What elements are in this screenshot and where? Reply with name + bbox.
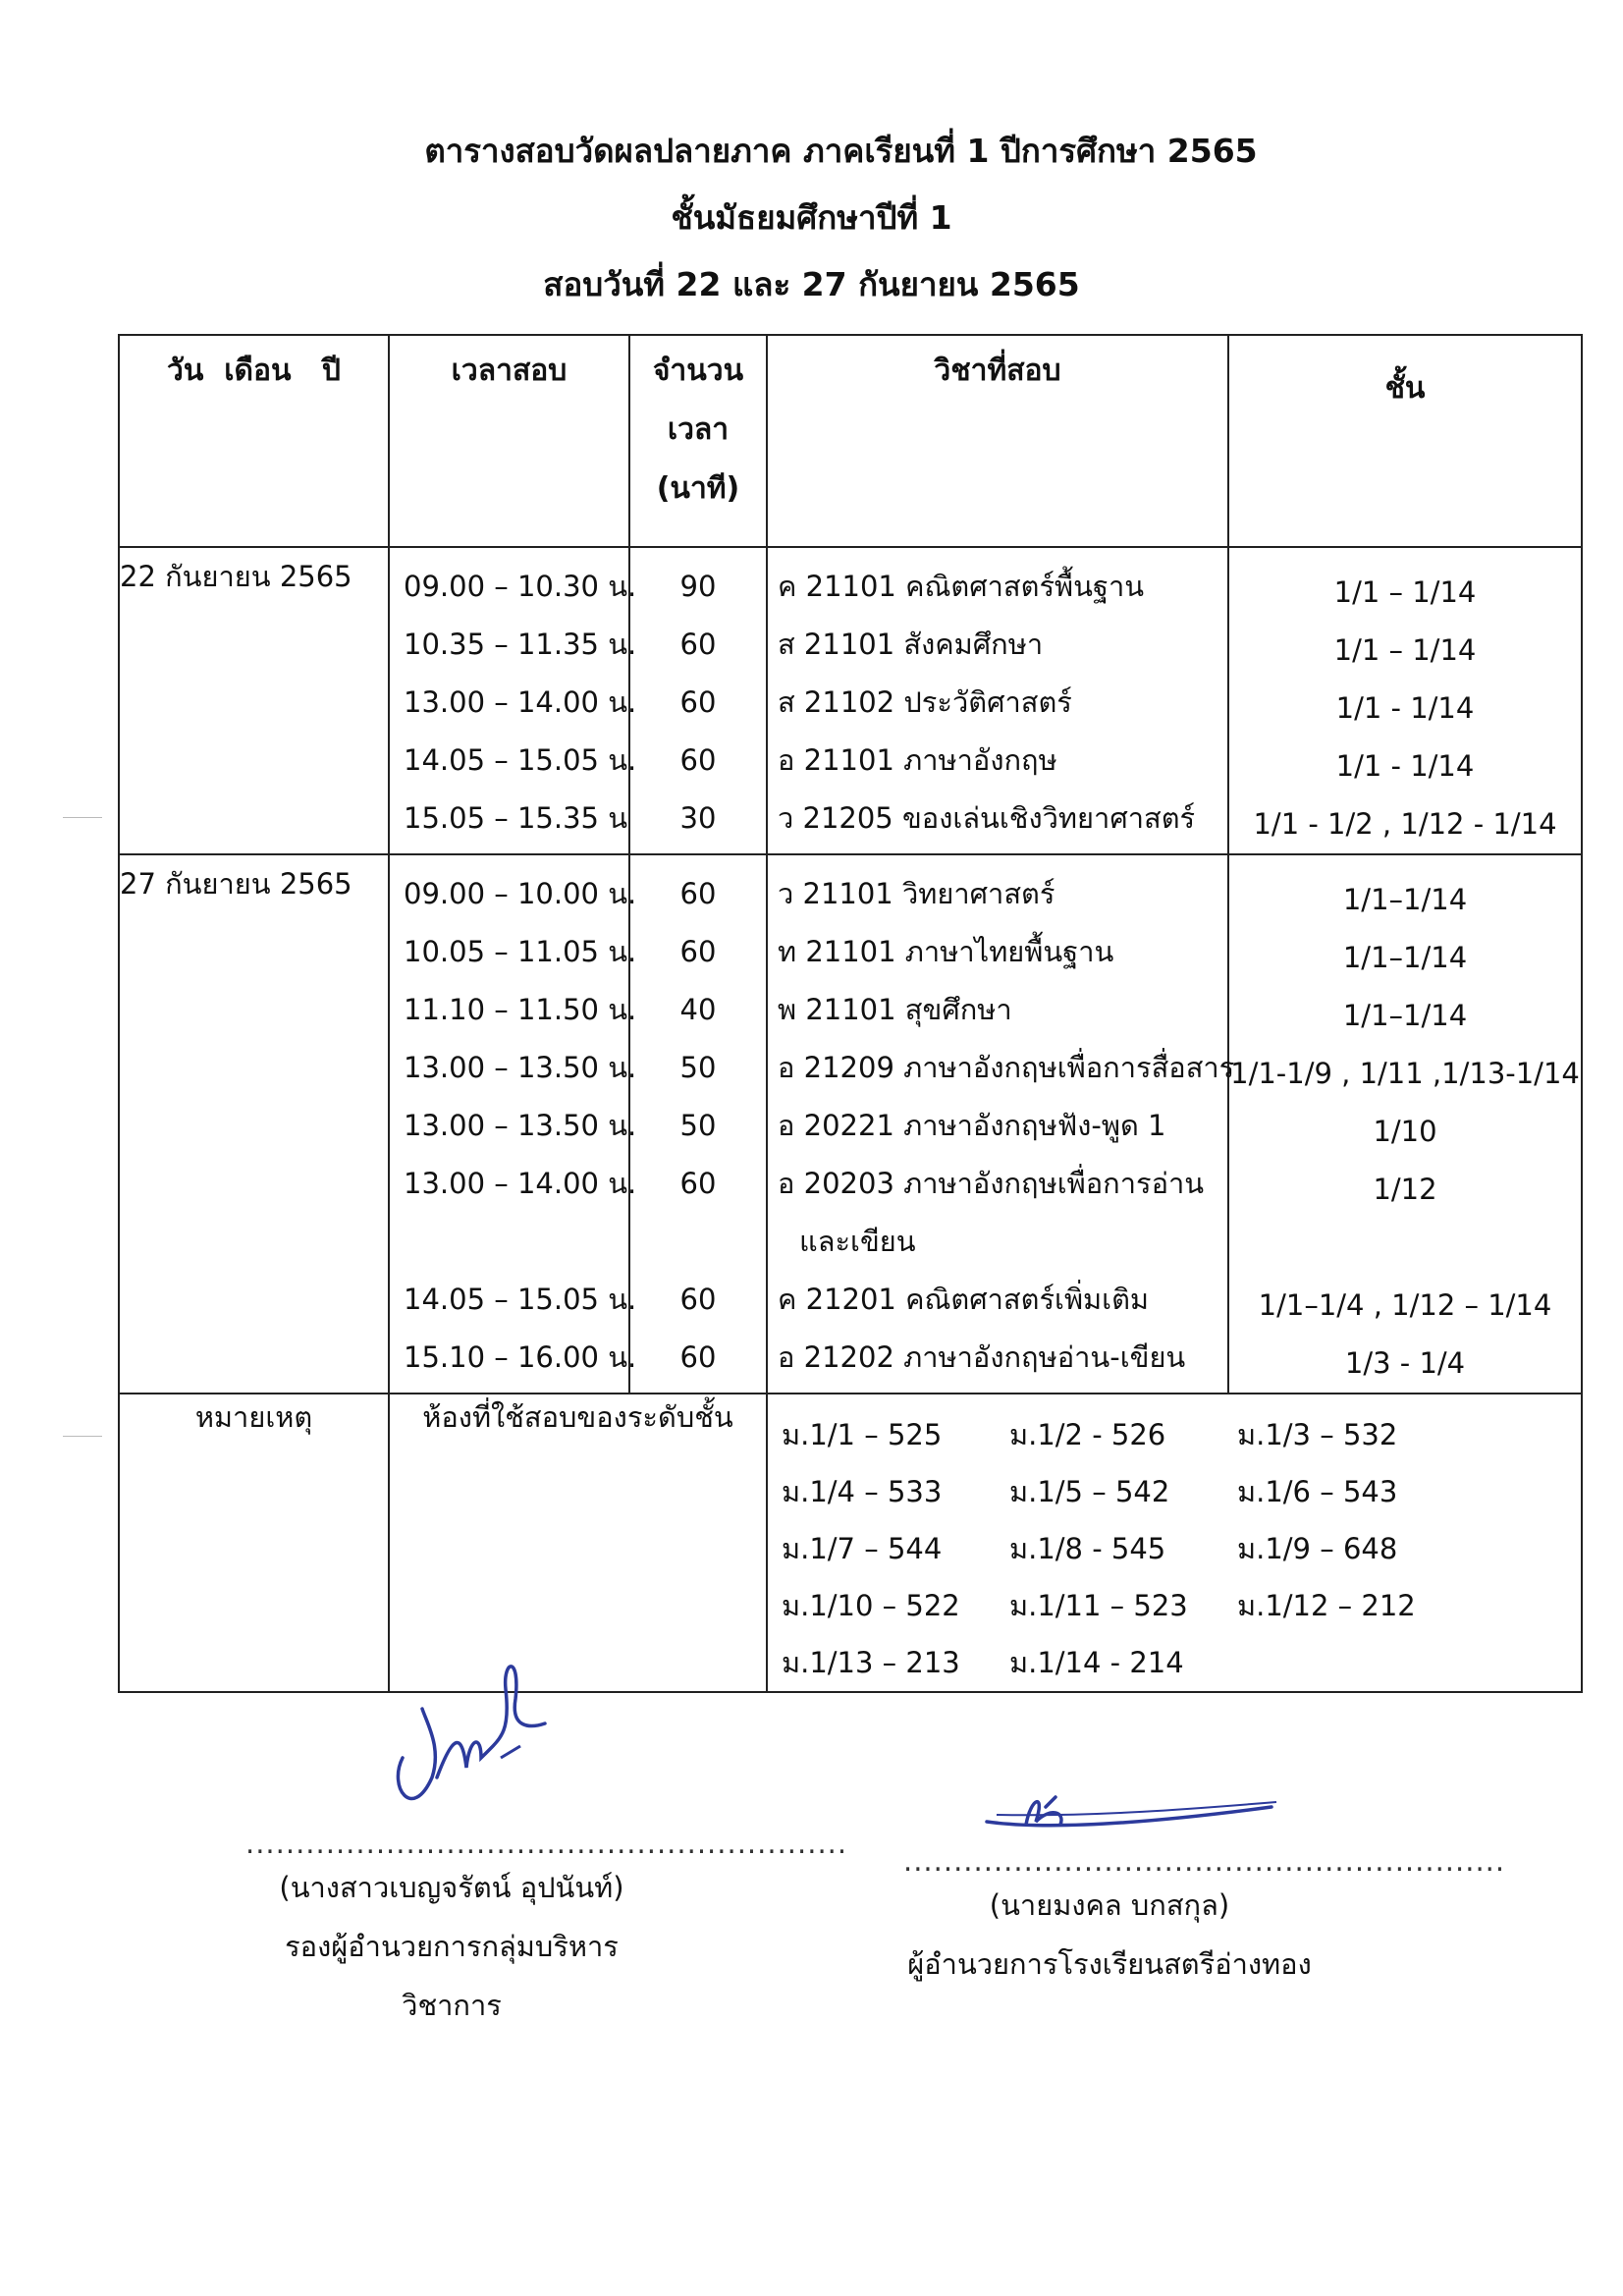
room-list xyxy=(768,1394,1581,1691)
exam-time: 13.00 – 14.00 น. xyxy=(404,685,637,719)
room-item: ม.1/11 – 523 xyxy=(1009,1589,1188,1622)
signature-image-right xyxy=(977,1777,1291,1846)
room-item: ม.1/2 - 526 xyxy=(1009,1418,1166,1451)
col-header-grade: ชั้น xyxy=(1228,335,1582,547)
room-row xyxy=(782,1634,1581,1691)
exam-subject: อ 21101 ภาษาอังกฤษ xyxy=(778,743,1057,777)
col-header-date: วัน เดือน ปี xyxy=(119,335,389,547)
document-header xyxy=(0,118,1623,318)
exam-subject: ท 21101 ภาษาไทยพื้นฐาน xyxy=(778,935,1114,968)
signature-block-left xyxy=(245,1827,848,2035)
room-row xyxy=(782,1520,1581,1577)
exam-time: 09.00 – 10.30 น. xyxy=(404,570,637,603)
exam-duration: 60 xyxy=(679,628,717,661)
signature-block-right xyxy=(903,1844,1506,1994)
room-item: ม.1/3 – 532 xyxy=(1237,1418,1398,1451)
day-row-1 xyxy=(119,547,1582,854)
room-item: ม.1/14 - 214 xyxy=(1009,1646,1184,1679)
room-item: ม.1/1 – 525 xyxy=(782,1418,943,1451)
exam-grade: 1/1-1/9 , 1/11 ,1/13-1/14 xyxy=(1230,1057,1580,1090)
exam-time: 10.05 – 11.05 น. xyxy=(404,935,637,968)
grade-cell xyxy=(1228,547,1582,854)
exam-grade: 1/1 - 1/2 , 1/12 - 1/14 xyxy=(1253,807,1557,841)
exam-time: 14.05 – 15.05 น. xyxy=(404,1283,637,1316)
exam-subject: ว 21205 ของเล่นเชิงวิทยาศาสตร์ xyxy=(778,801,1196,835)
room-row xyxy=(782,1406,1581,1463)
signature-line: ............................................................ xyxy=(903,1844,1506,1878)
room-item: ม.1/10 – 522 xyxy=(782,1589,960,1622)
exam-subject: ส 21101 สังคมศึกษา xyxy=(778,628,1044,661)
room-item: ม.1/7 – 544 xyxy=(782,1532,943,1565)
exam-subject: ส 21102 ประวัติศาสตร์ xyxy=(778,685,1072,719)
col-header-time: เวลาสอบ xyxy=(389,335,629,547)
exam-time: 15.10 – 16.00 น. xyxy=(404,1340,637,1374)
room-item: ม.1/5 – 542 xyxy=(1009,1475,1170,1508)
duration-cell xyxy=(629,854,767,1394)
duration-cell xyxy=(629,547,767,854)
exam-time: 13.00 – 13.50 น. xyxy=(404,1051,637,1084)
exam-duration: 60 xyxy=(679,1283,717,1316)
signer-name: (นายมงคล บกสกุล) xyxy=(989,1888,1230,1922)
punch-mark xyxy=(63,817,102,818)
exam-duration: 30 xyxy=(679,801,717,835)
exam-grade: 1/1–1/14 xyxy=(1342,999,1468,1032)
exam-time: 14.05 – 15.05 น. xyxy=(404,743,637,777)
subject-cell xyxy=(767,547,1228,854)
exam-grade: 1/3 - 1/4 xyxy=(1344,1346,1466,1380)
day-row-2 xyxy=(119,854,1582,1394)
exam-duration: 60 xyxy=(679,685,717,719)
time-cell xyxy=(389,547,637,854)
col-header-subject: วิชาที่สอบ xyxy=(767,335,1228,547)
exam-grade: 1/1–1/4 , 1/12 – 1/14 xyxy=(1258,1288,1552,1322)
exam-duration: 60 xyxy=(679,877,717,910)
room-row xyxy=(782,1463,1581,1520)
exam-subject: ว 21101 วิทยาศาสตร์ xyxy=(778,877,1055,910)
exam-grade: 1/12 xyxy=(1373,1173,1437,1206)
exam-subject: อ 21202 ภาษาอังกฤษอ่าน-เขียน xyxy=(778,1340,1186,1374)
grade-cell xyxy=(1228,854,1582,1394)
exam-duration: 60 xyxy=(679,1340,717,1374)
rooms-cell xyxy=(767,1394,1582,1692)
exam-time: 09.00 – 10.00 น. xyxy=(404,877,637,910)
signer-position: ผู้อำนวยการโรงเรียนสตรีอ่างทอง xyxy=(907,1947,1312,1981)
exam-duration: 50 xyxy=(679,1051,717,1084)
exam-duration: 60 xyxy=(679,743,717,777)
day-date: 22 กันยายน 2565 xyxy=(119,547,389,854)
exam-schedule-table xyxy=(118,334,1583,1693)
exam-time: 13.00 – 13.50 น. xyxy=(404,1109,637,1142)
room-item: ม.1/8 - 545 xyxy=(1009,1532,1166,1565)
room-item: ม.1/9 – 648 xyxy=(1237,1532,1398,1565)
exam-grade: 1/1–1/14 xyxy=(1342,941,1468,974)
exam-time: 10.35 – 11.35 น. xyxy=(404,628,637,661)
exam-duration: 50 xyxy=(679,1109,717,1142)
signature-line: ............................................................ xyxy=(245,1827,848,1860)
exam-grade: 1/1 – 1/14 xyxy=(1333,575,1477,609)
room-item: ม.1/12 – 212 xyxy=(1237,1589,1416,1622)
exam-subject: ค 21201 คณิตศาสตร์เพิ่มเติม xyxy=(778,1283,1150,1316)
exam-subject: อ 20221 ภาษาอังกฤษฟัง-พูด 1 xyxy=(778,1109,1166,1142)
exam-duration: 60 xyxy=(679,1167,717,1200)
room-item: ม.1/13 – 213 xyxy=(782,1646,960,1679)
title-line-1: ตารางสอบวัดผลปลายภาค ภาคเรียนที่ 1 ปีการศึกษา 2565 xyxy=(424,132,1258,170)
exam-subject: อ 20203 ภาษาอังกฤษเพื่อการอ่าน xyxy=(778,1167,1205,1200)
signer-name: (นางสาวเบญจรัตน์ อุปนันท์) xyxy=(279,1871,624,1904)
room-item: ม.1/6 – 543 xyxy=(1237,1475,1398,1508)
exam-grade: 1/10 xyxy=(1373,1115,1437,1148)
day-date: 27 กันยายน 2565 xyxy=(119,854,389,1394)
exam-time: 15.05 – 15.35 น xyxy=(404,801,628,835)
exam-subject-continued: และเขียน xyxy=(799,1225,916,1258)
col-header-duration: จำนวน เวลา (นาที) xyxy=(629,335,767,547)
exam-subject: อ 21209 ภาษาอังกฤษเพื่อการสื่อสาร xyxy=(778,1051,1235,1084)
table-header-row xyxy=(119,335,1582,547)
time-cell xyxy=(389,854,637,1394)
signer-position: รองผู้อำนวยการกลุ่มบริหารวิชาการ xyxy=(285,1930,619,2022)
exam-grade: 1/1 - 1/14 xyxy=(1335,749,1475,783)
exam-grade: 1/1 - 1/14 xyxy=(1335,691,1475,725)
exam-duration: 40 xyxy=(679,993,717,1026)
exam-subject: พ 21101 สุขศึกษา xyxy=(778,993,1012,1026)
room-row xyxy=(782,1577,1581,1634)
punch-mark xyxy=(63,1436,102,1437)
exam-duration: 60 xyxy=(679,935,717,968)
exam-time: 13.00 – 14.00 น. xyxy=(404,1167,637,1200)
exam-time: 11.10 – 11.50 น. xyxy=(404,993,637,1026)
room-item: ม.1/4 – 533 xyxy=(782,1475,943,1508)
remarks-label: หมายเหตุ xyxy=(119,1394,389,1692)
signature-image-left xyxy=(383,1630,579,1827)
remarks-row xyxy=(119,1394,1582,1692)
title-line-2: ชั้นมัธยมศึกษาปีที่ 1 xyxy=(671,198,952,237)
exam-subject: ค 21101 คณิตศาสตร์พื้นฐาน xyxy=(778,570,1145,603)
subject-cell xyxy=(767,854,1235,1394)
exam-duration: 90 xyxy=(679,570,717,603)
exam-grade: 1/1 – 1/14 xyxy=(1333,633,1477,667)
exam-grade: 1/1–1/14 xyxy=(1342,883,1468,916)
title-line-3: สอบวันที่ 22 และ 27 กันยายน 2565 xyxy=(543,265,1080,303)
remarks-description: ห้องที่ใช้สอบของระดับชั้น xyxy=(389,1394,767,1692)
